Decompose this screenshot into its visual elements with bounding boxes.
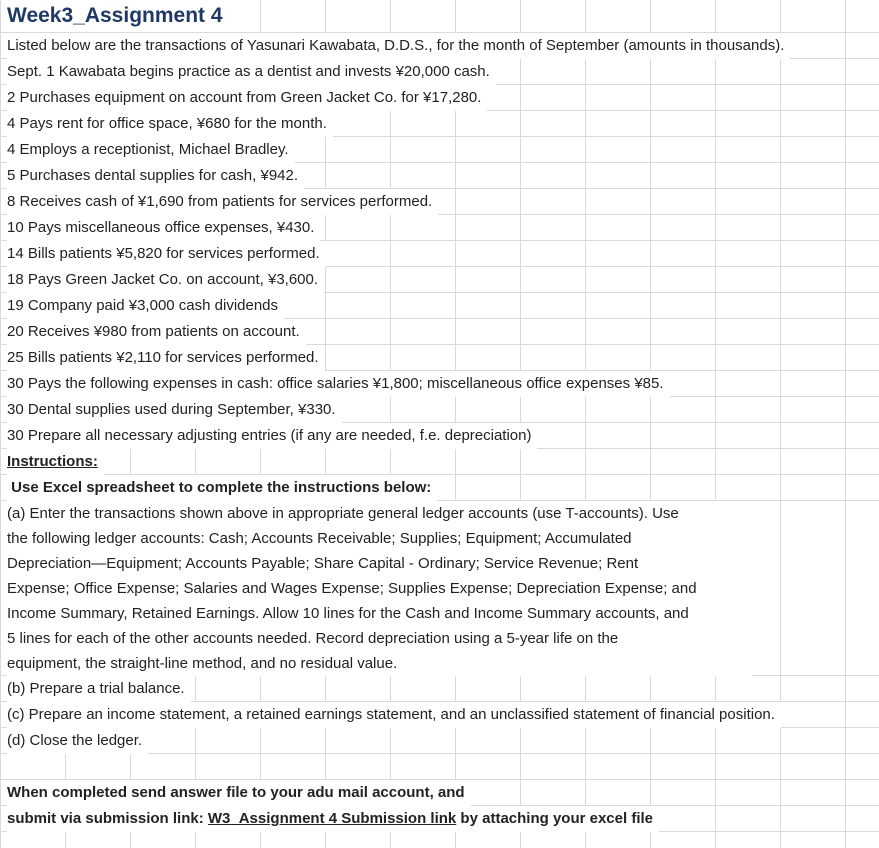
instruction-c-text: (c) Prepare an income statement, a retained earnings statement, and an unclassified statement of financial position. [7,702,781,728]
footer-suffix: by attaching your excel file [456,810,653,827]
transaction-row[interactable] [0,215,879,241]
intro-text: Listed below are the transactions of Yasunari Kawabata, D.D.S., for the month of September (amounts in thousands). [7,33,790,59]
transaction-row[interactable] [0,397,879,423]
instruction-a-line: Income Summary, Retained Earnings. Allow 10 lines for the Cash and Income Summary accounts, and [7,605,689,622]
instruction-a-line: 5 lines for each of the other accounts needed. Record depreciation using a 5-year life on the [7,630,619,647]
transaction-row[interactable] [0,111,879,137]
transaction-row[interactable] [0,319,879,345]
transaction-row[interactable] [0,241,879,267]
transaction-text: 20 Receives ¥980 from patients on account. [7,319,306,345]
page-title: Week3_Assignment 4 [7,0,229,32]
transaction-text: 25 Bills patients ¥2,110 for services performed. [7,345,325,371]
transaction-row[interactable] [0,293,879,319]
instruction-b-row[interactable] [0,676,879,702]
transaction-row[interactable] [0,189,879,215]
instruction-a-line: (a) Enter the transactions shown above in appropriate general ledger accounts (use T-accounts). Use [7,505,679,522]
transaction-text: 30 Dental supplies used during September, ¥330. [7,397,342,423]
transaction-row[interactable] [0,371,879,397]
submission-link[interactable]: W3_Assignment 4 Submission link [207,810,457,827]
transaction-text: 5 Purchases dental supplies for cash, ¥942. [7,163,304,189]
instruction-a-line: equipment, the straight-line method, and no residual value. [7,655,398,672]
instructions-heading-row[interactable] [0,449,879,475]
instruction-a-text [7,501,752,676]
transaction-row[interactable] [0,345,879,371]
instruction-d-text: (d) Close the ledger. [7,728,148,754]
transaction-row[interactable] [0,59,879,85]
transaction-row[interactable] [0,85,879,111]
transaction-text: 30 Pays the following expenses in cash: office salaries ¥1,800; miscellaneous office expenses ¥85. [7,371,670,397]
transaction-row[interactable] [0,267,879,293]
instruction-c-row[interactable] [0,702,879,728]
footer-row[interactable] [0,806,879,832]
transaction-text: 4 Employs a receptionist, Michael Bradley. [7,137,295,163]
transaction-text: 10 Pays miscellaneous office expenses, ¥430. [7,215,320,241]
instructions-heading: Instructions: [7,449,104,475]
footer-text: When completed send answer file to your adu mail account, and [7,780,471,806]
intro-row[interactable] [0,33,879,59]
instruction-a-row[interactable] [0,501,879,676]
transaction-text: 14 Bills patients ¥5,820 for services performed. [7,241,326,267]
transaction-text: 19 Company paid ¥3,000 cash dividends [7,293,284,319]
instructions-sub-row[interactable] [0,475,879,501]
empty-row[interactable] [0,754,879,780]
instruction-a-line: Depreciation—Equipment; Accounts Payable; Share Capital - Ordinary; Service Revenue; Rent [7,555,639,572]
transaction-text: 18 Pays Green Jacket Co. on account, ¥3,600. [7,267,324,293]
transaction-row[interactable] [0,137,879,163]
instruction-d-row[interactable] [0,728,879,754]
footer-prefix: submit via submission link: [7,810,208,827]
transaction-text: 8 Receives cash of ¥1,690 from patients for services performed. [7,189,438,215]
instruction-a-line: Expense; Office Expense; Salaries and Wages Expense; Supplies Expense; Depreciation Expense; and [7,580,697,597]
transaction-row[interactable] [0,423,879,449]
instruction-a-line: the following ledger accounts: Cash; Accounts Receivable; Supplies; Equipment; Accumulated [7,530,632,547]
transaction-row[interactable] [0,163,879,189]
footer-submit-text [7,806,659,832]
transaction-text: 30 Prepare all necessary adjusting entries (if any are needed, f.e. depreciation) [7,423,537,449]
transaction-text: 4 Pays rent for office space, ¥680 for the month. [7,111,333,137]
title-row[interactable] [0,0,879,33]
instructions-subheading: Use Excel spreadsheet to complete the instructions below: [7,475,437,501]
footer-row[interactable] [0,780,879,806]
instruction-b-text: (b) Prepare a trial balance. [7,676,191,702]
transaction-text: 2 Purchases equipment on account from Green Jacket Co. for ¥17,280. [7,85,487,111]
empty-row[interactable] [0,832,879,848]
transaction-text: Sept. 1 Kawabata begins practice as a dentist and invests ¥20,000 cash. [7,59,496,85]
